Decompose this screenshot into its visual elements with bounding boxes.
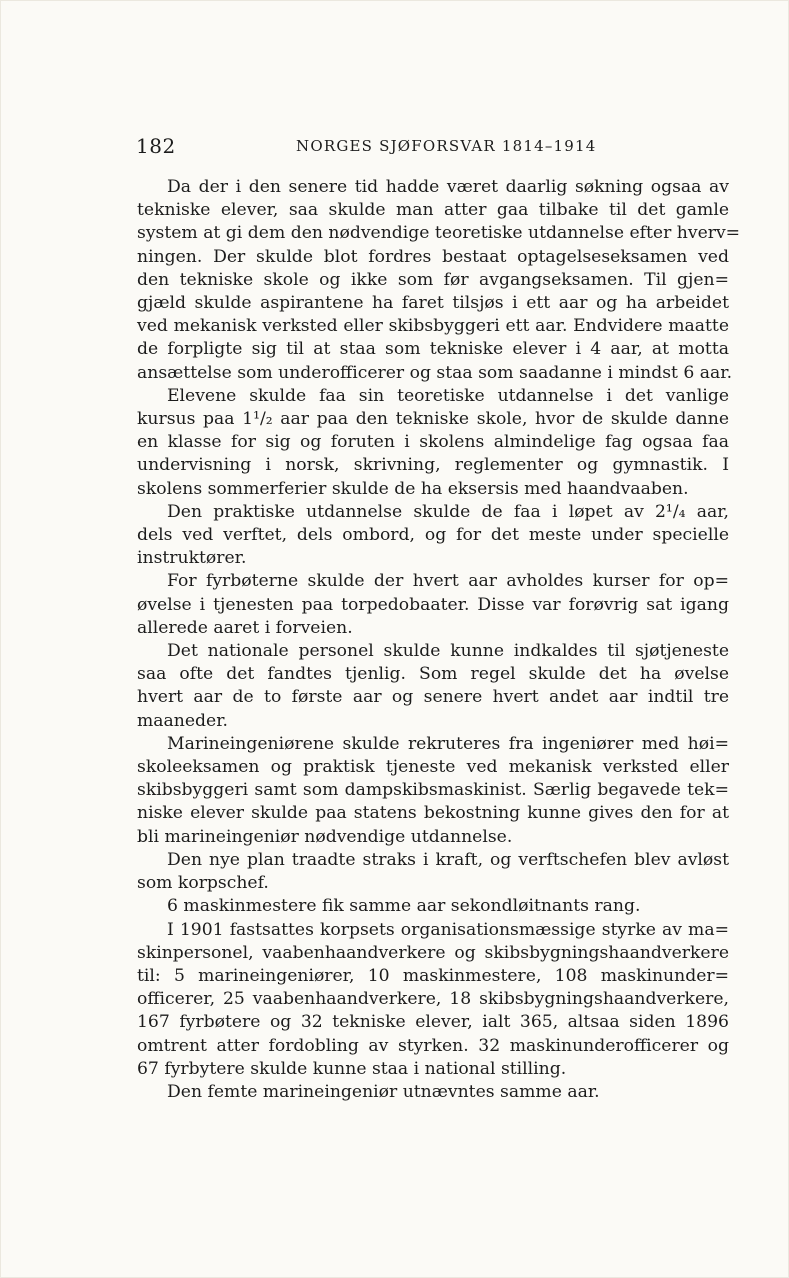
- paragraph: [137, 176, 741, 385]
- text-line: I 1901 fastsattes korpsets organisationsmæssige styrke av ma=: [167, 919, 729, 940]
- text-line: skoleeksamen og praktisk tjeneste ved mekanisk verksted eller: [137, 757, 729, 778]
- paragraph: [137, 733, 729, 849]
- text-line: de forpligte sig til at staa som tekniske elever i 4 aar, at motta: [137, 339, 729, 360]
- text-line: instruktører.: [137, 548, 247, 569]
- body-text: [137, 176, 741, 1104]
- text-line: omtrent atter fordobling av styrken. 32 maskinunderofficerer og: [137, 1035, 729, 1056]
- text-line: niske elever skulde paa statens bekostning kunne gives den for at: [137, 803, 729, 824]
- text-line: skibsbyggeri samt som dampskibsmaskinist. Særlig begavede tek=: [137, 780, 729, 801]
- text-line: Den praktiske utdannelse skulde de faa i løpet av 2¹/₄ aar,: [167, 501, 729, 522]
- paragraph: [137, 501, 729, 571]
- text-line: skinpersonel, vaabenhaandverkere og skibsbygningshaandverkere: [137, 942, 729, 963]
- text-line: For fyrbøterne skulde der hvert aar avholdes kurser for op=: [167, 571, 729, 592]
- text-line: den tekniske skole og ikke som før avgangseksamen. Til gjen=: [137, 269, 729, 290]
- text-line: som korpschef.: [137, 873, 269, 894]
- text-line: Det nationale personel skulde kunne indkaldes til sjøtjeneste: [167, 641, 729, 662]
- text-line: officerer, 25 vaabenhaandverkere, 18 skibsbygningshaandverkere,: [137, 989, 729, 1010]
- text-line: 6 maskinmestere fik samme aar sekondløitnants rang.: [167, 896, 641, 917]
- paragraph: [137, 385, 729, 501]
- paragraph: [137, 895, 729, 918]
- paragraph: [137, 1081, 729, 1104]
- text-line: ved mekanisk verksted eller skibsbyggeri ett aar. Endvidere maatte: [137, 316, 729, 337]
- text-line: Elevene skulde faa sin teoretiske utdannelse i det vanlige: [167, 385, 729, 406]
- text-line: allerede aaret i forveien.: [137, 617, 353, 638]
- text-line: maaneder.: [137, 710, 228, 731]
- text-line: øvelse i tjenesten paa torpedobaater. Disse var forøvrig sat igang: [137, 594, 729, 615]
- paragraph: [137, 849, 729, 895]
- text-line: kursus paa 1¹/₂ aar paa den tekniske skole, hvor de skulde danne: [137, 409, 729, 430]
- text-line: saa ofte det fandtes tjenlig. Som regel skulde det ha øvelse: [137, 664, 729, 685]
- page-header: [136, 134, 730, 162]
- text-line: Den nye plan traadte straks i kraft, og verftschefen blev avløst: [167, 849, 729, 870]
- running-title: NORGES SJØFORSVAR 1814–1914: [296, 137, 597, 155]
- text-line: undervisning i norsk, skrivning, reglementer og gymnastik. I: [137, 455, 729, 476]
- text-line: gjæld skulde aspirantene ha faret tilsjøs i ett aar og ha arbeidet: [137, 293, 729, 314]
- text-line: Den femte marineingeniør utnævntes samme aar.: [167, 1081, 600, 1102]
- text-line: til: 5 marineingeniører, 10 maskinmestere, 108 maskinunder=: [137, 965, 729, 986]
- text-line: en klasse for sig og foruten i skolens almindelige fag ogsaa faa: [137, 432, 729, 453]
- text-line: system at gi dem den nødvendige teoretiske utdannelse efter hverv=: [137, 223, 741, 244]
- text-line: 67 fyrbytere skulde kunne staa i national stilling.: [137, 1058, 567, 1079]
- text-line: tekniske elever, saa skulde man atter gaa tilbake til det gamle: [137, 200, 729, 221]
- text-line: Da der i den senere tid hadde været daarlig søkning ogsaa av: [167, 177, 729, 197]
- text-line: hvert aar de to første aar og senere hvert andet aar indtil tre: [137, 687, 729, 708]
- text-line: bli marineingeniør nødvendige utdannelse.: [137, 826, 513, 847]
- text-line: skolens sommerferier skulde de ha eksersis med haandvaaben.: [137, 478, 689, 499]
- text-line: ningen. Der skulde blot fordres bestaat optagelseseksamen ved: [137, 246, 729, 267]
- paragraph: [137, 570, 729, 640]
- text-line: 167 fyrbøtere og 32 tekniske elever, ialt 365, altsaa siden 1896: [137, 1012, 729, 1033]
- text-line: ansættelse som underofficerer og staa som saadanne i mindst 6 aar.: [137, 362, 733, 383]
- paragraph: [137, 640, 729, 733]
- paragraph: [137, 919, 729, 1081]
- text-line: Marineingeniørene skulde rekruteres fra ingeniører med høi=: [167, 733, 729, 754]
- text-line: dels ved verftet, dels ombord, og for det meste under specielle: [137, 525, 729, 546]
- page-number: 182: [136, 134, 176, 158]
